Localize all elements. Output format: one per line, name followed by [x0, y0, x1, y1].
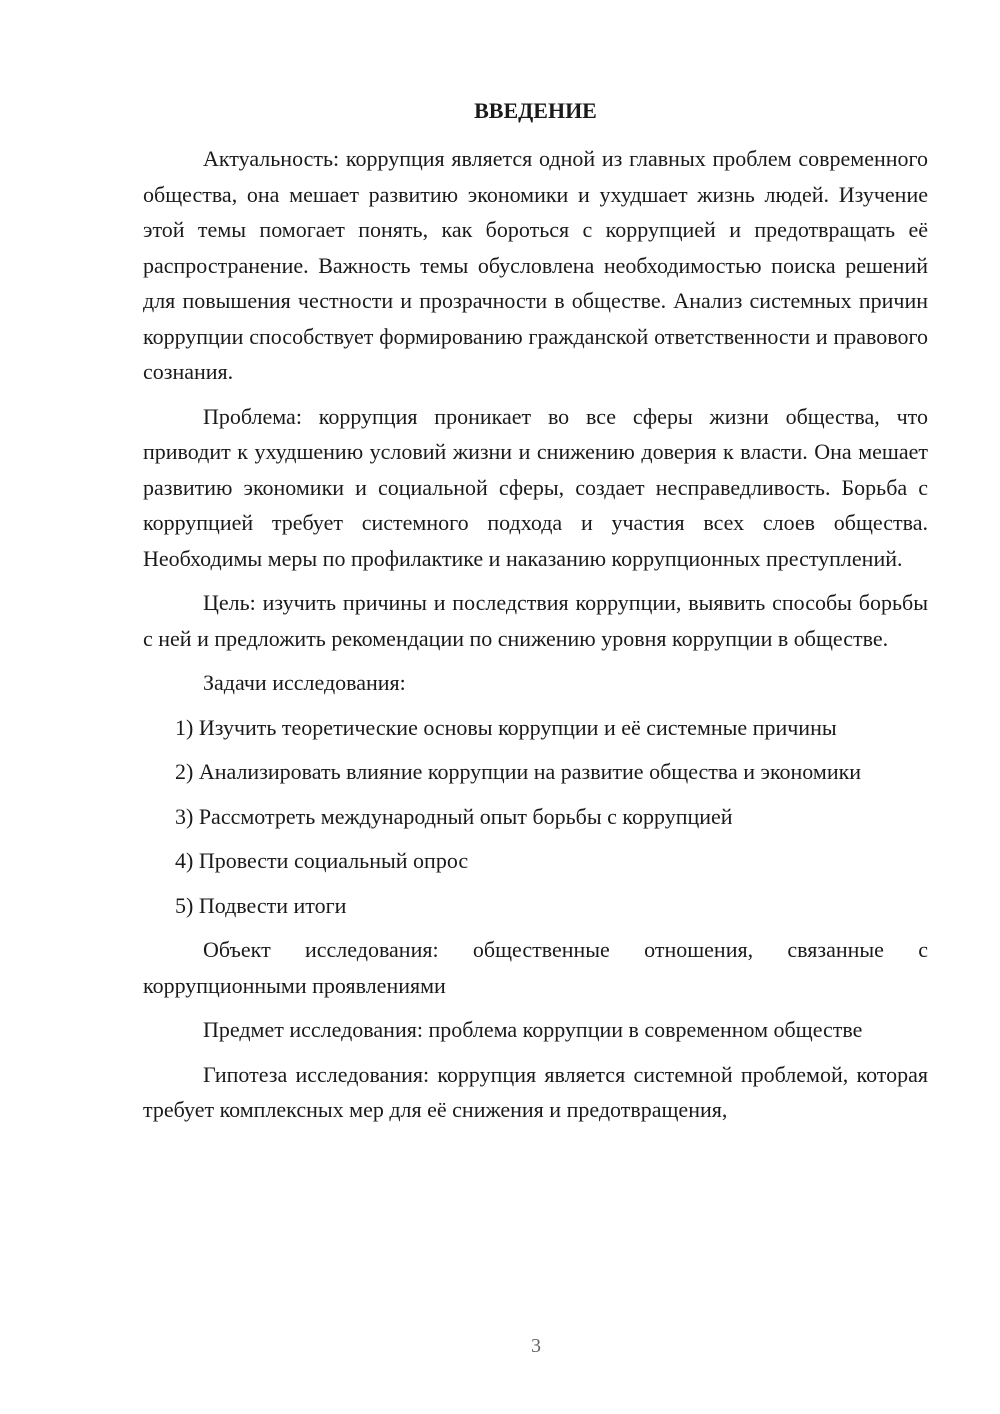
tasks-heading: Задачи исследования:: [203, 670, 406, 695]
paragraph-relevance: Актуальность: коррупция является одной из главных проблем современного общества, она мешает развитию экономики и ухудшает жизнь людей. Изучение этой темы помогает понять, как бороться с коррупцией и предотвращать её распространение. Важность темы обусловлена необходимостью поиска решений для повышения честности и прозрачности в обществе. Анализ системных причин коррупции способствует формированию гражданской ответственности и правового сознания.: [143, 146, 928, 384]
task-item-2: 2) Анализировать влияние коррупции на развитие общества и экономики: [175, 759, 862, 784]
paragraph-goal: Цель: изучить причины и последствия коррупции, выявить способы борьбы с ней и предложить рекомендации по снижению уровня коррупции в обществе.: [143, 590, 928, 651]
task-item-1: 1) Изучить теоретические основы коррупции и её системные причины: [175, 714, 837, 740]
paragraph-hypothesis: Гипотеза исследования: коррупция является системной проблемой, которая требует комплексных мер для её снижения и предотвращения,: [143, 1061, 928, 1122]
section-title: ВВЕДЕНИЕ: [474, 98, 597, 123]
page-content: [143, 96, 928, 1128]
paragraph-object: Объект исследования: общественные отношения, связанные с коррупционными проявлениями: [143, 937, 928, 998]
paragraph-subject: Предмет исследования: проблема коррупции в современном обществе: [203, 1017, 863, 1042]
task-item-5: 5) Подвести итоги: [175, 892, 347, 918]
task-item-4: 4) Провести социальный опрос: [175, 848, 469, 873]
paragraph-problem: Проблема: коррупция проникает во все сферы жизни общества, что приводит к ухудшению условий жизни и снижению доверия к власти. Она мешает развитию экономики и социальной сферы, создает несправедливость. Борьба с коррупцией требует системного подхода и участия всех слоев общества. Необходимы меры по профилактике и наказанию коррупционных преступлений.: [143, 403, 928, 571]
page-number: 3: [531, 1335, 541, 1357]
task-item-3: 3) Рассмотреть международный опыт борьбы с коррупцией: [175, 803, 733, 829]
